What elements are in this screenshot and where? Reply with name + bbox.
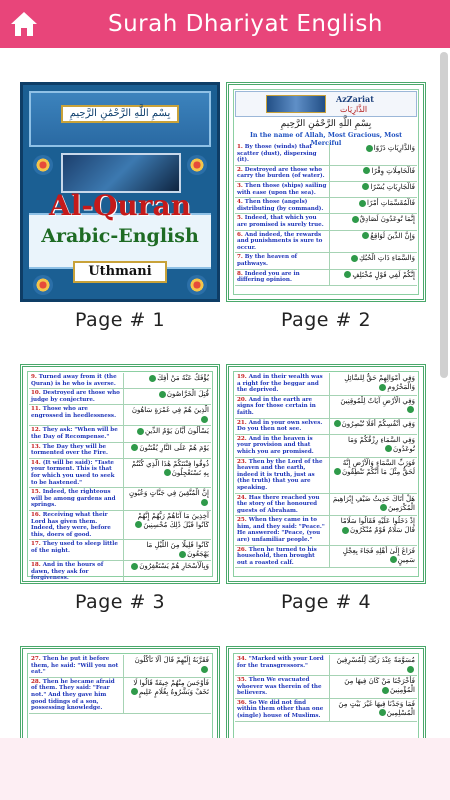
verse-list xyxy=(235,655,417,722)
verse-arabic xyxy=(124,655,211,677)
verse-english-text: And in the earth are signs for those certain in faith. xyxy=(237,396,316,416)
verse-row xyxy=(235,166,417,182)
verse-marker-icon xyxy=(334,420,341,427)
verse-marker-icon xyxy=(390,556,397,563)
verse-english-text: Indeed, the righteous will be among gardens and springs. xyxy=(31,489,116,509)
verse-english-text: And in the hours of dawn, they ask for forgiveness. xyxy=(31,562,104,582)
verse-arabic xyxy=(330,396,417,418)
ornament-icon xyxy=(187,155,207,175)
scrollbar-thumb[interactable] xyxy=(440,52,448,378)
home-button[interactable] xyxy=(0,0,48,48)
verse-arabic xyxy=(330,655,417,675)
verse-arabic-text: الَّذِينَ هُمْ فِي غَمْرَةٍ سَاهُونَ xyxy=(131,406,209,415)
verse-translation xyxy=(29,426,124,441)
page-thumbnail[interactable] xyxy=(226,82,426,302)
verse-marker-icon xyxy=(159,391,166,398)
verse-row xyxy=(235,699,417,722)
verse-number: 27. xyxy=(31,656,41,662)
verse-row xyxy=(235,253,417,269)
verse-arabic-text: هَلْ أَتَاكَ حَدِيثُ ضَيْفِ إِبْرَاهِيمَ الْمُكْرَمِينَ xyxy=(333,494,415,512)
verse-row xyxy=(235,516,417,545)
verse-translation xyxy=(235,182,330,197)
verse-arabic-text: إِنَّ الْمُتَّقِينَ فِي جَنَّاتٍ وَعُيُونٍ xyxy=(129,489,209,498)
app-bar xyxy=(0,0,450,48)
verse-row xyxy=(235,435,417,458)
verse-row xyxy=(29,426,211,442)
verse-row xyxy=(235,214,417,230)
verse-arabic xyxy=(124,459,211,487)
verse-arabic-text: مُسَوَّمَةً عِنْدَ رَبِّكَ لِلْمُسْرِفِينَ xyxy=(336,656,415,664)
verse-translation xyxy=(29,373,124,388)
verse-row xyxy=(29,443,211,459)
header-decoration xyxy=(266,95,326,113)
verse-english-text: Then those (angels) distributing (by command). xyxy=(237,199,324,212)
verse-arabic-text: ذُوقُوا فِتْنَتَكُمْ هَٰذَا الَّذِي كُنْتُمْ بِهِ تَسْتَعْجِلُونَ xyxy=(131,459,209,477)
verse-number: 6. xyxy=(237,231,243,238)
verse-english-text: Then We evacuated whoever was therein of the believers. xyxy=(237,677,322,697)
surah-name-en: AzZariat xyxy=(336,94,374,104)
verse-number: 16. xyxy=(31,511,41,518)
verse-english-text: Destroyed are those who carry the burden (of water). xyxy=(237,166,325,180)
verse-marker-icon xyxy=(334,468,341,475)
verse-marker-icon xyxy=(385,445,392,452)
verse-english-text: Turned away from it (the Quran) is he who is averse. xyxy=(31,374,117,387)
verse-arabic-text: فَالْجَارِيَاتِ يُسْرًا xyxy=(370,182,415,191)
verse-translation xyxy=(235,494,330,516)
verse-list xyxy=(29,655,211,714)
surah-name-ar: الذَّارِيَات xyxy=(340,105,368,114)
verse-row xyxy=(29,405,211,426)
verse-translation xyxy=(29,405,124,425)
verse-english-text: "Marked with your Lord for the transgressors." xyxy=(237,656,324,669)
verse-english-text: Indeed, that which you are promised is surely true. xyxy=(237,215,324,228)
verse-number: 9. xyxy=(31,374,37,380)
verse-english-text: By the heaven of pathways. xyxy=(237,254,298,267)
verse-english-text: They ask: "When will be the Day of Recompense." xyxy=(31,427,118,440)
verse-marker-icon xyxy=(362,232,369,239)
verse-arabic-text: وَبِالْأَسْحَارِ هُمْ يَسْتَغْفِرُونَ xyxy=(139,562,209,571)
verse-english-text: The Day they will be tormented over the Fire. xyxy=(31,443,108,457)
verse-english-text: When they came in to him, and they said: "Peace." He answered: "Peace, (you are) unfamiliar people." xyxy=(237,517,325,544)
verse-number: 23. xyxy=(237,458,247,465)
verse-row xyxy=(235,458,417,494)
verse-arabic-text: قُتِلَ الْخَرَّاصُونَ xyxy=(166,390,209,399)
verse-marker-icon xyxy=(363,167,370,174)
verse-row xyxy=(235,546,417,569)
verse-arabic xyxy=(124,561,211,583)
cover-script-label: Uthmani xyxy=(73,261,167,283)
verse-number: 7. xyxy=(237,254,243,261)
verse-translation xyxy=(235,373,330,395)
verse-arabic xyxy=(124,373,211,388)
page-thumbnail[interactable] xyxy=(20,364,220,584)
verse-marker-icon xyxy=(407,406,414,413)
verse-arabic-text: وَالذَّارِيَاتِ ذَرْوًا xyxy=(373,144,415,152)
verse-marker-icon xyxy=(201,499,208,506)
verse-number: 4. xyxy=(237,199,243,206)
page-grid[interactable] xyxy=(0,48,436,738)
verse-translation xyxy=(235,699,330,721)
verse-english-text: By those (winds) that scatter (dust), dispersing (it). xyxy=(237,144,317,164)
verse-arabic xyxy=(330,182,417,197)
verse-marker-icon xyxy=(201,666,208,673)
verse-english-text: Destroyed are those who judge by conjecture. xyxy=(31,390,120,403)
verse-row xyxy=(235,419,417,435)
verse-row xyxy=(235,198,417,214)
verse-english-text: Then he put it before them, he said: "Will you not eat." xyxy=(31,656,119,676)
verse-arabic xyxy=(330,198,417,213)
verse-number: 28. xyxy=(31,678,41,685)
verse-english-text: Then he turned to his household, then brought out a roasted calf. xyxy=(237,546,317,566)
verse-english-text: And in the heaven is your provision and that which you are promised. xyxy=(237,435,314,455)
verse-arabic-text: وَفِي السَّمَاءِ رِزْقُكُمْ وَمَا تُوعَدُونَ xyxy=(348,435,415,453)
verse-row xyxy=(29,389,211,405)
home-icon xyxy=(9,10,39,38)
verse-arabic xyxy=(330,516,417,544)
verse-translation xyxy=(29,540,124,560)
verse-arabic xyxy=(330,419,417,434)
verse-translation xyxy=(235,214,330,229)
page-thumbnail[interactable] xyxy=(20,82,220,302)
page-tile-2[interactable] xyxy=(226,82,426,344)
verse-marker-icon xyxy=(201,416,208,423)
verse-translation xyxy=(235,166,330,181)
verse-translation xyxy=(235,419,330,434)
verse-marker-icon xyxy=(164,469,171,476)
verse-arabic xyxy=(124,389,211,404)
cover-basmala: بِسْمِ اللَّهِ الرَّحْمَٰنِ الرَّحِيمِ xyxy=(61,105,179,123)
verse-arabic-text: إِنَّكُمْ لَفِي قَوْلٍ مُخْتَلِفٍ xyxy=(352,270,415,279)
cover-title: Al-Quran xyxy=(49,189,191,222)
verse-arabic xyxy=(330,373,417,395)
verse-arabic-text: إِنَّمَا تُوعَدُونَ لَصَادِقٌ xyxy=(359,215,415,224)
verse-marker-icon xyxy=(131,444,138,451)
verse-english-text: And in their wealth was a right for the beggar and the deprived. xyxy=(237,374,323,394)
verse-arabic xyxy=(330,231,417,253)
ornament-icon xyxy=(33,155,53,175)
verse-arabic-text: يَسْأَلُونَ أَيَّانَ يَوْمُ الدِّينِ xyxy=(145,427,209,436)
verse-translation xyxy=(29,655,124,677)
verse-translation xyxy=(235,253,330,268)
verse-marker-icon xyxy=(379,709,386,716)
verse-arabic-text: فَالْمُقَسِّمَاتِ أَمْرًا xyxy=(367,199,415,208)
cover-header xyxy=(29,91,211,147)
basmala-translation: In the name of Allah, Most Gracious, Most Merciful xyxy=(249,131,403,147)
verse-translation xyxy=(235,435,330,457)
verse-translation xyxy=(235,546,330,568)
verse-number: 34. xyxy=(237,656,247,662)
verse-arabic-text: وَفِي أَنْفُسِكُمْ أَفَلَا تُبْصِرُونَ xyxy=(341,419,415,428)
verse-marker-icon xyxy=(362,183,369,190)
verse-row xyxy=(235,231,417,254)
verse-row xyxy=(29,488,211,511)
verse-english-text: Receiving what their Lord has given them. Indeed, they were, before this, doers of good. xyxy=(31,511,111,538)
verse-arabic-text: فَوَرَبِّ السَّمَاءِ وَالْأَرْضِ إِنَّهُ لَحَقٌّ مِثْلَ مَا أَنَّكُمْ تَنْطِقُونَ xyxy=(342,458,415,476)
verse-translation xyxy=(29,389,124,404)
cover-subtitle: Arabic-English xyxy=(41,225,199,247)
verse-marker-icon xyxy=(131,688,138,695)
verse-arabic xyxy=(330,270,417,285)
verse-number: 36. xyxy=(237,699,247,706)
verse-arabic xyxy=(124,443,211,458)
page-caption: Page # 1 xyxy=(74,309,166,331)
verse-arabic xyxy=(124,678,211,713)
verse-number: 19. xyxy=(237,374,247,380)
surah-header xyxy=(235,91,417,117)
verse-row xyxy=(235,655,417,676)
page-tile-6[interactable] xyxy=(226,646,426,738)
verse-marker-icon xyxy=(137,428,144,435)
verse-number: 26. xyxy=(237,546,247,553)
verse-translation xyxy=(235,396,330,418)
verse-arabic xyxy=(330,546,417,568)
verse-number: 10. xyxy=(31,390,41,397)
verse-arabic xyxy=(124,511,211,539)
page-tile-5[interactable] xyxy=(20,646,220,738)
verse-arabic-text: وَإِنَّ الدِّينَ لَوَاقِعٌ xyxy=(370,231,415,240)
verse-number: 13. xyxy=(31,443,41,450)
verse-number: 14. xyxy=(31,459,41,466)
verse-english-text: Has there reached you the story of the honoured guests of Abraham. xyxy=(237,494,320,514)
verse-number: 12. xyxy=(31,427,41,434)
page-thumbnail[interactable] xyxy=(226,646,426,738)
verse-marker-icon xyxy=(382,687,389,694)
verse-arabic xyxy=(330,494,417,516)
verse-english-text: Indeed you are in differing opinion. xyxy=(237,270,300,284)
verse-row xyxy=(235,676,417,699)
verse-number: 2. xyxy=(237,166,243,173)
page-tile-4[interactable] xyxy=(226,364,426,626)
verse-row xyxy=(235,182,417,198)
verse-translation xyxy=(29,488,124,510)
verse-list xyxy=(235,143,417,286)
verse-arabic xyxy=(330,166,417,181)
verse-arabic-text: آخِذِينَ مَا آتَاهُمْ رَبُّهُمْ إِنَّهُمْ كَانُوا قَبْلَ ذَٰلِكَ مُحْسِنِينَ xyxy=(137,511,209,529)
verse-arabic xyxy=(330,435,417,457)
verse-number: 22. xyxy=(237,435,247,442)
verse-english-text: Then by the Lord of the heaven and the earth, indeed it is truth, just as (the truth) that you are speaking. xyxy=(237,458,323,491)
verse-arabic-text: إِذْ دَخَلُوا عَلَيْهِ فَقَالُوا سَلَامًا قَالَ سَلَامٌ قَوْمٌ مُنْكَرُونَ xyxy=(340,517,415,535)
verse-row xyxy=(235,396,417,419)
verse-marker-icon xyxy=(379,384,386,391)
verse-row xyxy=(29,459,211,488)
ornament-icon xyxy=(33,275,53,295)
verse-translation xyxy=(235,231,330,253)
verse-arabic xyxy=(330,253,417,268)
verse-translation xyxy=(29,443,124,458)
verse-arabic xyxy=(330,143,417,165)
quran-book-image xyxy=(61,153,181,193)
verse-arabic xyxy=(330,699,417,721)
verse-arabic-text: يُؤْفَكُ عَنْهُ مَنْ أُفِكَ xyxy=(157,374,209,382)
verse-arabic-text: كَانُوا قَلِيلًا مِنَ اللَّيْلِ مَا يَهْجَعُونَ xyxy=(146,541,209,559)
app-title: Surah Dhariyat English xyxy=(108,11,383,37)
page-caption: Page # 2 xyxy=(280,309,372,331)
verse-row xyxy=(29,540,211,561)
verse-arabic xyxy=(124,426,211,441)
verse-number: 25. xyxy=(237,517,247,524)
verse-number: 8. xyxy=(237,270,243,277)
verse-english-text: (It will be said): "Taste your torment. This is that for which you used to seek to be hastened." xyxy=(31,459,115,486)
verse-arabic xyxy=(124,540,211,560)
verse-arabic xyxy=(124,405,211,425)
verse-translation xyxy=(235,655,330,675)
verse-translation xyxy=(235,270,330,285)
verse-translation xyxy=(29,561,124,583)
verse-arabic xyxy=(330,214,417,229)
verse-translation xyxy=(29,459,124,487)
page-tile-3[interactable] xyxy=(20,364,220,626)
verse-row xyxy=(235,373,417,396)
verse-marker-icon xyxy=(179,551,186,558)
verse-english-text: So We did not find within them other than one (single) house of Muslims. xyxy=(237,699,324,719)
verse-arabic-text: فَمَا وَجَدْنَا فِيهَا غَيْرَ بَيْتٍ مِنَ الْمُسْلِمِينَ xyxy=(338,699,415,717)
verse-number: 24. xyxy=(237,494,247,501)
verse-list xyxy=(235,373,417,568)
verse-arabic-text: يَوْمَ هُمْ عَلَى النَّارِ يُفْتَنُونَ xyxy=(139,443,209,452)
page-caption: Page # 3 xyxy=(74,591,166,613)
verse-marker-icon xyxy=(135,521,142,528)
page-tile-1[interactable] xyxy=(20,82,220,344)
basmala: بِسْمِ اللَّهِ الرَّحْمَٰنِ الرَّحِيمِ xyxy=(280,119,372,129)
verse-translation xyxy=(235,458,330,493)
verse-arabic xyxy=(330,458,417,493)
verse-arabic-text: فَأَخْرَجْنَا مَنْ كَانَ فِيهَا مِنَ الْمُؤْمِنِينَ xyxy=(344,677,415,694)
verse-marker-icon xyxy=(149,375,156,382)
verse-marker-icon xyxy=(352,216,359,223)
verse-row xyxy=(29,373,211,389)
verse-number: 3. xyxy=(237,182,243,189)
verse-marker-icon xyxy=(380,504,387,511)
verse-arabic-text: فَقَرَّبَهُ إِلَيْهِمْ قَالَ أَلَا تَأْكُلُونَ xyxy=(134,656,209,664)
verse-number: 11. xyxy=(31,406,41,413)
verse-number: 5. xyxy=(237,215,243,222)
verse-arabic xyxy=(124,488,211,510)
verse-number: 35. xyxy=(237,677,247,683)
verse-english-text: And indeed, the rewards and punishments is sure to occur. xyxy=(237,231,323,251)
verse-marker-icon xyxy=(351,255,358,262)
verse-marker-icon xyxy=(131,563,138,570)
verse-number: 18. xyxy=(31,562,41,569)
verse-english-text: Then he became afraid of them. They said: "Fear not." And they gave him good tidings of a son, possessing knowledge. xyxy=(31,678,115,712)
verse-translation xyxy=(29,511,124,539)
page-thumbnail[interactable] xyxy=(226,364,426,584)
verse-arabic-text: فَرَاغَ إِلَىٰ أَهْلِهِ فَجَاءَ بِعِجْلٍ سَمِينٍ xyxy=(342,546,415,564)
verse-marker-icon xyxy=(342,527,349,534)
verse-row xyxy=(29,678,211,714)
verse-arabic xyxy=(330,676,417,698)
verse-marker-icon xyxy=(407,666,414,673)
verse-row xyxy=(235,143,417,166)
verse-arabic-text: وَفِي أَمْوَالِهِمْ حَقٌّ لِلسَّائِلِ وَالْمَحْرُومِ xyxy=(344,374,415,391)
verse-english-text: They used to sleep little of the night. xyxy=(31,541,118,554)
page-caption: Page # 4 xyxy=(280,591,372,613)
verse-row xyxy=(235,270,417,286)
verse-row xyxy=(235,494,417,517)
verse-number: 15. xyxy=(31,489,41,496)
verse-list xyxy=(29,373,211,584)
verse-arabic-text: وَفِي الْأَرْضِ آيَاتٌ لِلْمُوقِنِينَ xyxy=(340,396,415,405)
bottom-area xyxy=(0,738,450,800)
verse-arabic-text: وَالسَّمَاءِ ذَاتِ الْحُبُكِ xyxy=(359,254,415,263)
verse-row xyxy=(29,561,211,584)
verse-english-text: Those who are engrossed in heedlessness. xyxy=(31,406,117,419)
verse-translation xyxy=(29,678,124,713)
verse-translation xyxy=(235,143,330,165)
verse-row xyxy=(29,655,211,678)
verse-arabic-text: فَالْحَامِلَاتِ وِقْرًا xyxy=(371,166,415,175)
verse-translation xyxy=(235,676,330,698)
ornament-icon xyxy=(187,275,207,295)
verse-english-text: Then those (ships) sailing with ease (upon the sea). xyxy=(237,182,327,196)
verse-translation xyxy=(235,516,330,544)
page-thumbnail[interactable] xyxy=(20,646,220,738)
verse-number: 17. xyxy=(31,541,41,548)
verse-translation xyxy=(235,198,330,213)
verse-marker-icon xyxy=(344,271,351,278)
verse-number: 1. xyxy=(237,144,243,150)
verse-english-text: And in your own selves. Do you then not see. xyxy=(237,419,323,433)
verse-arabic-text: فَأَوْجَسَ مِنْهُمْ خِيفَةً قَالُوا لَا تَخَفْ وَبَشَّرُوهُ بِغُلَامٍ عَلِيمٍ xyxy=(133,678,209,696)
verse-number: 21. xyxy=(237,419,247,426)
verse-number: 20. xyxy=(237,396,247,403)
verse-row xyxy=(29,511,211,540)
verse-marker-icon xyxy=(359,200,366,207)
verse-marker-icon xyxy=(366,145,373,152)
